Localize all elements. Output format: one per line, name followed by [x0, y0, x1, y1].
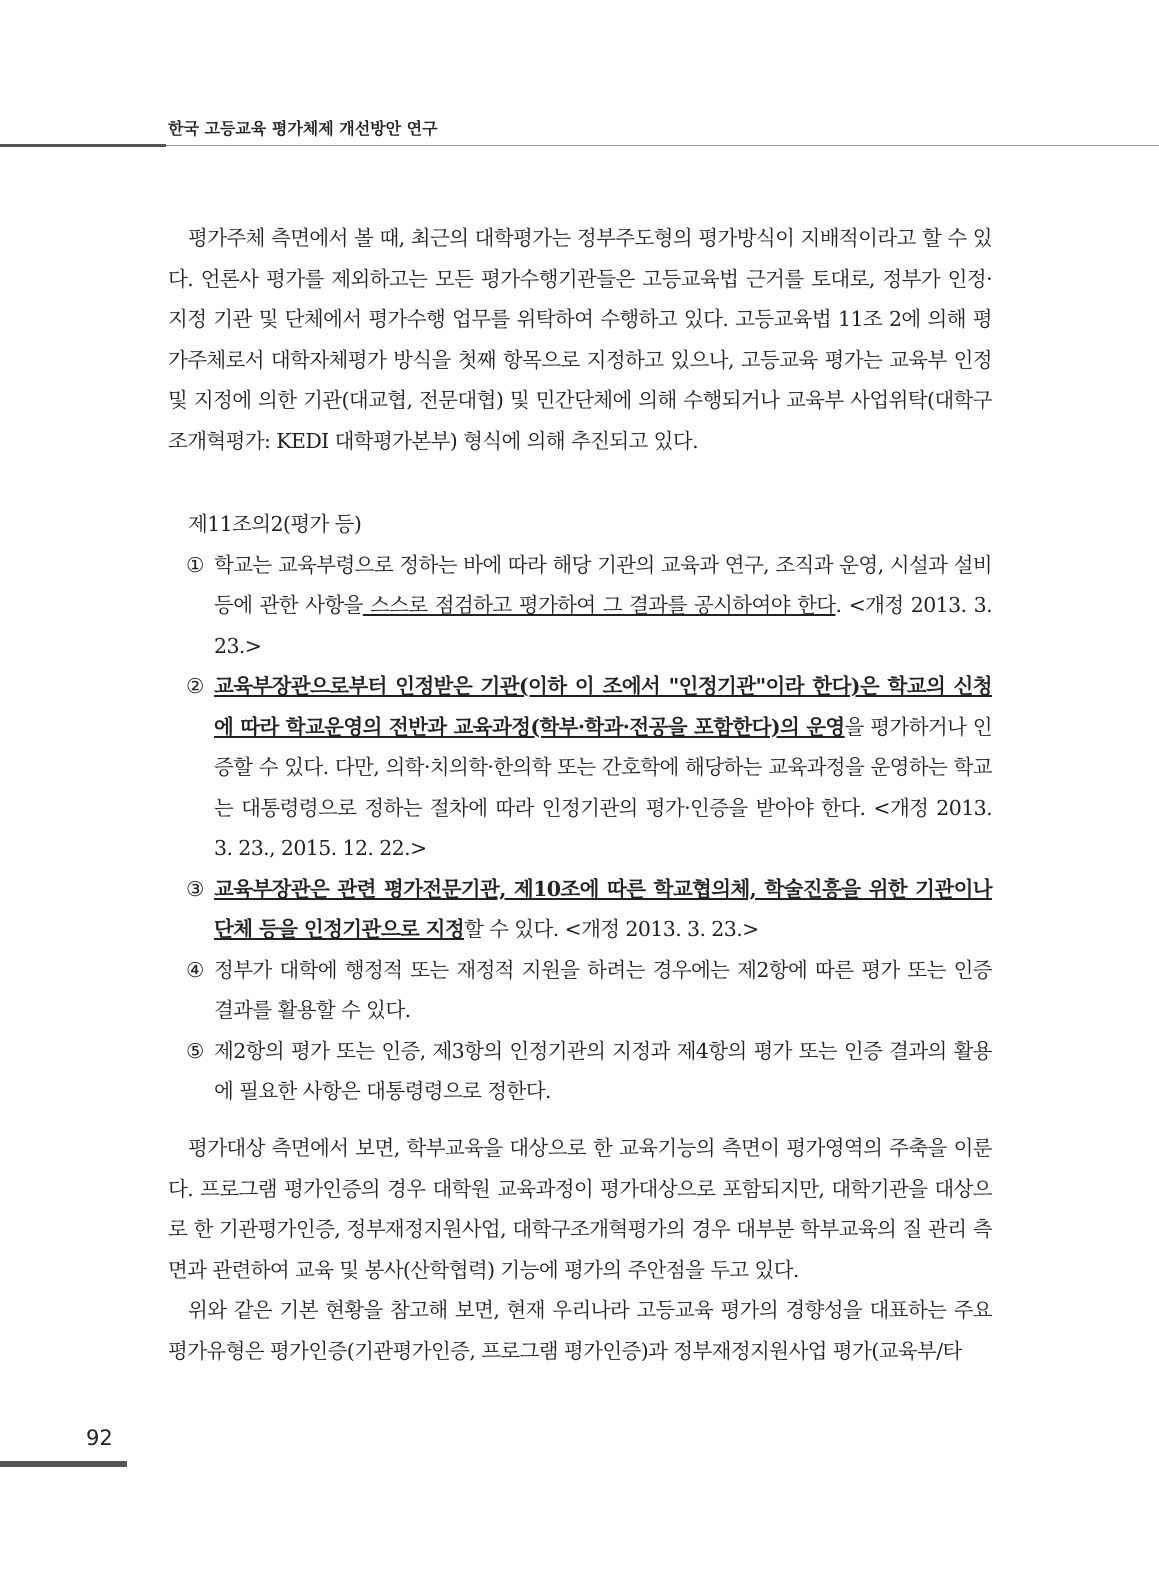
paragraph-evaluation-subject: 평가주체 측면에서 볼 때, 최근의 대학평가는 정부주도형의 평가방식이 지배적이라고 할 수 있다. 언론사 평가를 제외하고는 모든 평가수행기관들은 고등교육법 근거를 토대로, 정부가 인정·지정 기관 및 단체에서 평가수행 업무를 위탁하여 수행하고 있다. 고등교육법 11조 2에 의해 평가주체로서 대학자체평가 방식을 첫째 항목으로 지정하고 있으나, 고등교육 평가는 교육부 인정 및 지정에 의한 기관(대교협, 전문대협) 및 민간단체에 의해 수행되거나 교육부 사업위탁(대학구조개혁평가: KEDI 대학평가본부) 형식에 의해 추진되고 있다.: [168, 226, 992, 453]
footer-rule: [0, 1461, 127, 1467]
clause-text-plain: 할 수 있다. <개정 2013. 3. 23.>: [464, 917, 759, 941]
clause-text: 제2항의 평가 또는 인증, 제3항의 인정기관의 지정과 제4항의 평가 또는 인증 결과의 활용에 필요한 사항은 대통령령으로 정한다.: [214, 1038, 992, 1103]
clause-text: [214, 869, 992, 950]
law-clause-1: [168, 545, 992, 667]
clause-text-emphasized: 교육부장관은 관련 평가전문기관, 제10조에 따른 학교협의체, 학술진흥을 위한 기관이나 단체 등을 인정기관으로 지정: [214, 876, 992, 941]
clause-number: ④: [186, 957, 204, 982]
clause-text-amendment: . <개정 2013. 3. 23.>: [214, 593, 992, 658]
law-article-box: [168, 504, 992, 1112]
clause-number: ②: [186, 674, 204, 698]
clause-text-plain: 학교는 교육부령으로 정하는 바에 따라 해당 기관의 교육과 연구, 조직과 운영, 시설과 설비 등에 관한 사항을: [214, 552, 992, 617]
clause-text-underlined: 스스로 점검하고 평가하여 그 결과를 공시하여야 한다: [362, 593, 836, 617]
clause-text-plain: 을 평가하거나 인증할 수 있다. 다만, 의학·치의학·한의학 또는 간호학에 해당하는 교육과정을 운영하는 학교는 대통령령으로 정하는 절차에 따라 인정기관의 평가·인증을 받아야 한다. <개정 2013. 3. 23., 2015. 12. 22.>: [214, 714, 992, 860]
law-clause-3: [168, 869, 992, 950]
running-header-title: 한국 고등교육 평가체제 개선방안 연구: [168, 119, 438, 138]
header-rule-accent: [0, 144, 166, 147]
clause-text: [214, 545, 992, 667]
clause-text-emphasized: 교육부장관으로부터 인정받은 기관(이하 이 조에서 "인정기관"이라 한다)은 학교의 신청에 따라 학교운영의 전반과 교육과정(학부·학과·전공을 포함한다)의 운영: [214, 674, 992, 739]
header-rule: [166, 145, 1159, 146]
clause-number: ①: [186, 552, 204, 577]
clause-number: ③: [186, 876, 204, 901]
page-number: 92: [86, 1426, 113, 1450]
clause-text: 정부가 대학에 행정적 또는 재정적 지원을 하려는 경우에는 제2항에 따른 평가 또는 인증 결과를 활용할 수 있다.: [214, 957, 992, 1022]
clause-number: ⑤: [186, 1038, 204, 1063]
law-clause-4: [168, 950, 992, 1031]
law-clause-5: [168, 1031, 992, 1112]
law-clause-2: [168, 666, 992, 869]
clause-text: [214, 666, 992, 869]
law-article-title: 제11조의2(평가 등): [188, 512, 362, 536]
paragraph-evaluation-types: 위와 같은 기본 현황을 참고해 보면, 현재 우리나라 고등교육 평가의 경향성을 대표하는 주요 평가유형은 평가인증(기관평가인증, 프로그램 평가인증)과 정부재정지원사업 평가(교육부/타: [168, 1298, 992, 1363]
paragraph-evaluation-target: 평가대상 측면에서 보면, 학부교육을 대상으로 한 교육기능의 측면이 평가영역의 주축을 이룬다. 프로그램 평가인증의 경우 대학원 교육과정이 평가대상으로 포함되지만, 대학기관을 대상으로 한 기관평가인증, 정부재정지원사업, 대학구조개혁평가의 경우 대부분 학부교육의 질 관리 측면과 관련하여 교육 및 봉사(산학협력) 기능에 평가의 주안점을 두고 있다.: [168, 1136, 992, 1282]
